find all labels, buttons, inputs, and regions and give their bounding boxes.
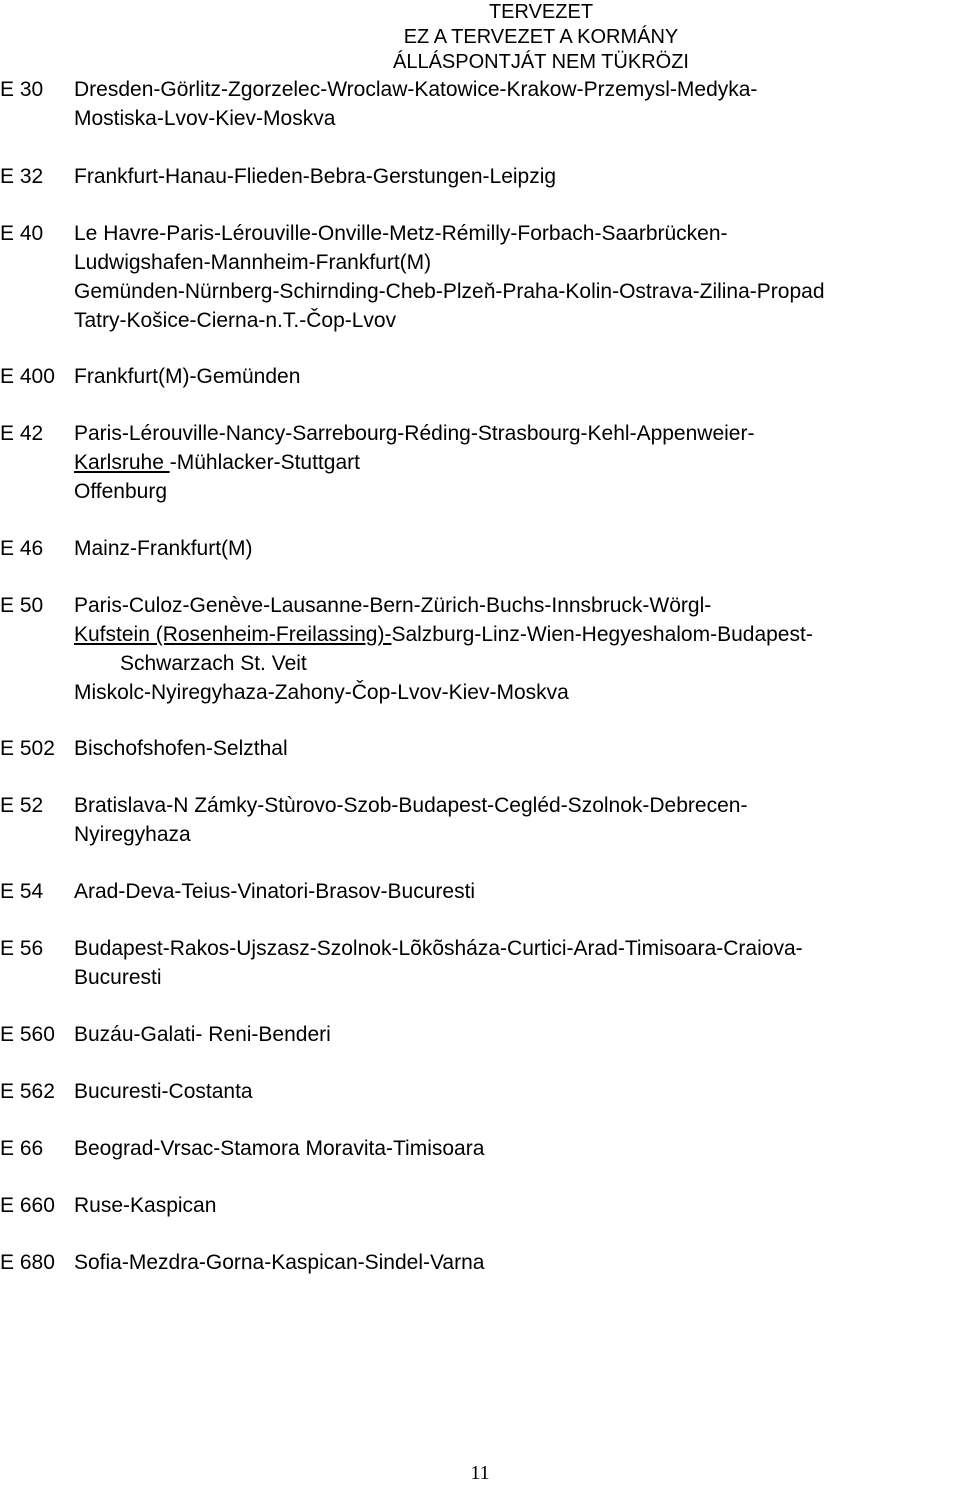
route-code: E 560: [0, 1023, 55, 1046]
route-line: Sofia-Mezdra-Gorna-Kaspican-Sindel-Varna: [74, 1251, 485, 1274]
route-code: E 52: [0, 794, 44, 817]
route-code: E 66: [0, 1137, 44, 1160]
route-line: Frankfurt-Hanau-Flieden-Bebra-Gerstungen-Leipzig: [74, 165, 557, 188]
route-line: Paris-Culoz-Genève-Lausanne-Bern-Zürich-Buchs-Innsbruck-Wörgl-: [74, 594, 712, 617]
route-line: Buzáu-Galati- Reni-Benderi: [74, 1023, 331, 1046]
route-line: [74, 620, 813, 649]
route-code: E 40: [0, 222, 44, 245]
route-line: Frankfurt(M)-Gemünden: [74, 365, 301, 388]
route-code: E 400: [0, 365, 55, 388]
route-line: [74, 448, 754, 477]
route-code: E 660: [0, 1194, 55, 1217]
route-code: E 56: [0, 937, 44, 960]
route-code: E 562: [0, 1080, 55, 1103]
route-code: E 46: [0, 537, 44, 560]
route-line: Gemünden-Nürnberg-Schirnding-Cheb-Plzeň-Praha-Kolin-Ostrava-Zilina-Propad: [74, 280, 825, 303]
route-code: E 32: [0, 165, 44, 188]
route-line: Arad-Deva-Teius-Vinatori-Brasov-Bucuresti: [74, 880, 476, 903]
route-line: Dresden-Görlitz-Zgorzelec-Wroclaw-Katowice-Krakow-Przemysl-Medyka-: [74, 78, 758, 101]
route-line: Paris-Lérouville-Nancy-Sarrebourg-Réding-Strasbourg-Kehl-Appenweier-: [74, 422, 755, 445]
page-number: 11: [470, 1462, 490, 1484]
route-code: E 50: [0, 594, 44, 617]
route-line: Budapest-Rakos-Ujszasz-Szolnok-Lõkõsháza-Curtici-Arad-Timisoara-Craiova-: [74, 937, 803, 960]
header-line-1: TERVEZET: [488, 1, 594, 23]
route-line: Mainz-Frankfurt(M): [74, 537, 253, 560]
underlined-segment: Karlsruhe: [74, 451, 170, 474]
route-line: Beograd-Vrsac-Stamora Moravita-Timisoara: [74, 1137, 485, 1160]
draft-header: [0, 0, 960, 75]
route-code: E 502: [0, 737, 55, 760]
route-segment: -Mühlacker-Stuttgart: [169, 451, 360, 474]
route-line: Ruse-Kaspican: [74, 1194, 217, 1217]
route-code: E 42: [0, 422, 44, 445]
underlined-segment: Kufstein (Rosenheim-Freilassing)-: [74, 623, 392, 646]
route-line: Bucuresti: [74, 966, 162, 989]
route-line-indented: Schwarzach St. Veit: [120, 652, 307, 675]
route-line: Bucuresti-Costanta: [74, 1080, 253, 1103]
route-code: E 54: [0, 880, 44, 903]
route-line: Mostiska-Lvov-Kiev-Moskva: [74, 107, 336, 130]
route-segment: Salzburg-Linz-Wien-Hegyeshalom-Budapest-: [391, 623, 813, 646]
route-code: E 30: [0, 78, 44, 101]
route-line: Bischofshofen-Selzthal: [74, 737, 288, 760]
route-line: Nyiregyhaza: [74, 823, 191, 846]
route-code: E 680: [0, 1251, 55, 1274]
route-line: Tatry-Košice-Cierna-n.T.-Čop-Lvov: [74, 309, 397, 332]
route-line: Offenburg: [74, 480, 168, 503]
route-line: Le Havre-Paris-Lérouville-Onville-Metz-Rémilly-Forbach-Saarbrücken-: [74, 222, 728, 245]
route-line: Miskolc-Nyiregyhaza-Zahony-Čop-Lvov-Kiev-Moskva: [74, 681, 569, 704]
header-line-2: EZ A TERVEZET A KORMÁNY: [403, 26, 679, 48]
route-line: Bratislava-N Zámky-Stùrovo-Szob-Budapest-Cegléd-Szolnok-Debrecen-: [74, 794, 748, 817]
route-line: Ludwigshafen-Mannheim-Frankfurt(M): [74, 251, 432, 274]
header-line-3: ÁLLÁSPONTJÁT NEM TÜKRÖZI: [393, 51, 689, 73]
